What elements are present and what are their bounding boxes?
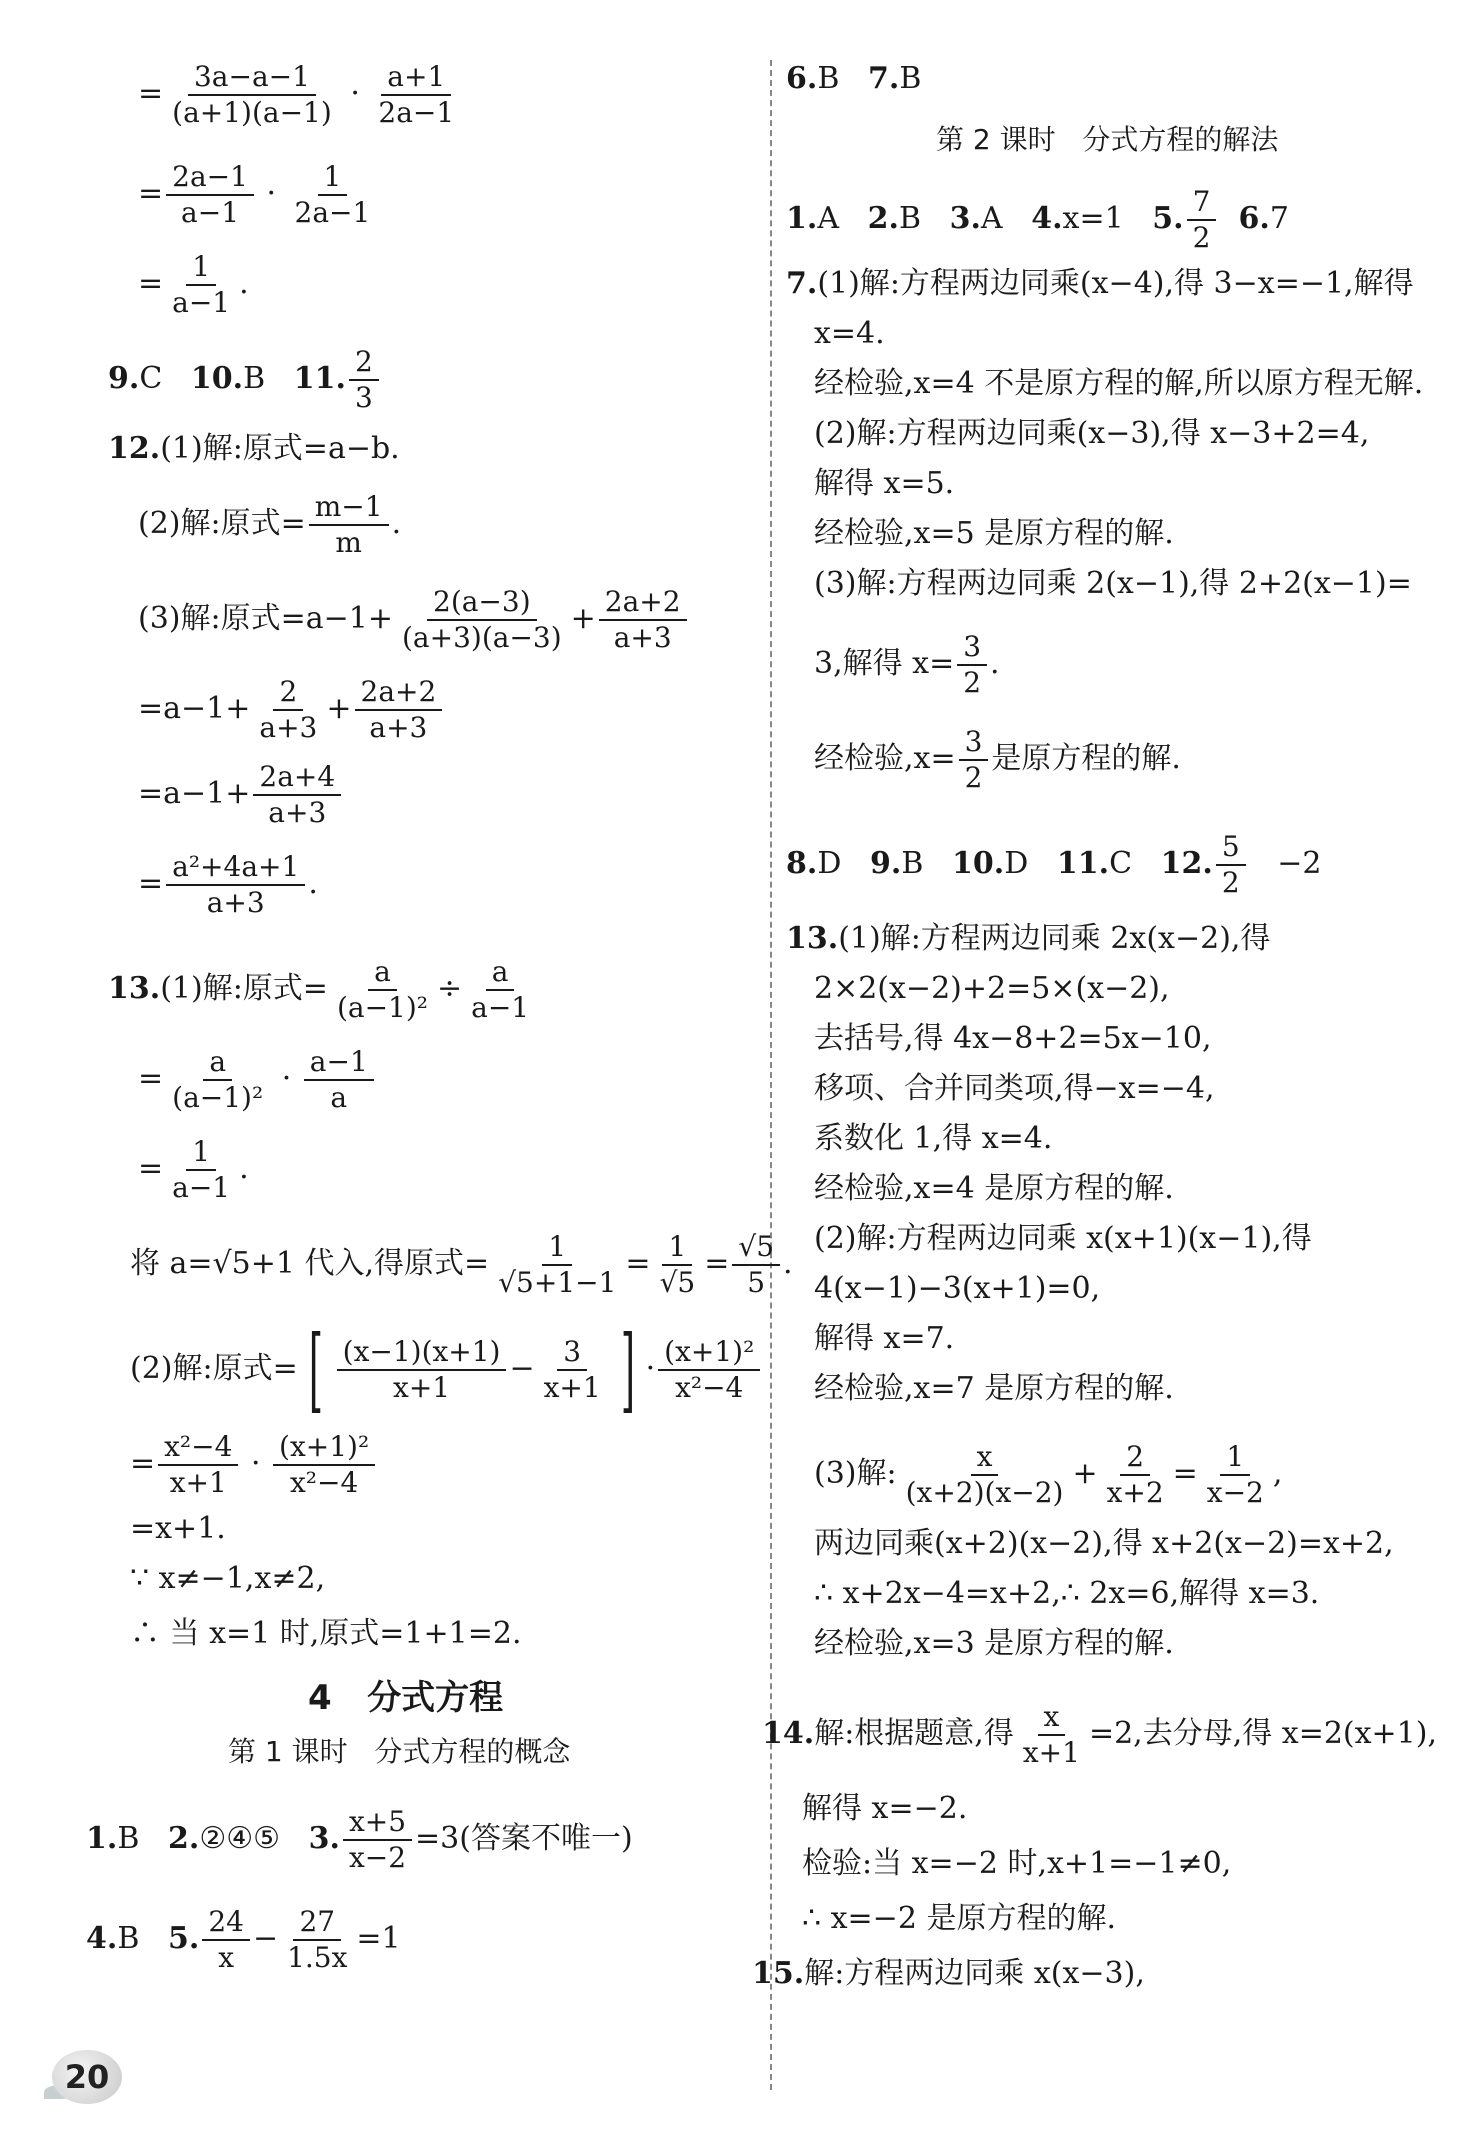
answer-line: 4.B 5. $\frac{24}{x}$ − $\frac{27}{1.5x}$ =1	[86, 1905, 401, 1974]
eq-line: 移项、合并同类项,得−x=−4,	[814, 1071, 1215, 1106]
eq-line: =a−1+ $\frac{2}{a+3}$ + $\frac{2a+2}{a+3}$	[138, 675, 445, 745]
answer-line: (2)解:原式= [ $\frac{(x-1)(x+1)}{x+1}$ − $\frac{3}{x+1}$ ] · $\frac{\text{(x+1)²}}{\text{x²−4}}$	[130, 1335, 763, 1405]
column-divider	[770, 60, 772, 2090]
eq-line: x=4.	[814, 316, 885, 351]
eq-line: = $\frac{\text{a²+4a+1}}{a+3}$ .	[138, 850, 318, 919]
eq-line: 解得 x=7.	[814, 1321, 955, 1356]
eq-line: ∴ 当 x=1 时,原式=1+1=2.	[130, 1616, 522, 1651]
lesson-heading: 第 2 课时 分式方程的解法	[936, 123, 1279, 156]
answer-line: 14.解:根据题意,得 $\frac{x}{x+1}$ =2,去分母,得 x=2(x+1),	[762, 1700, 1437, 1769]
eq-line: 系数化 1,得 x=4.	[814, 1121, 1053, 1156]
eq-line: ∴ x=−2 是原方程的解.	[802, 1901, 1116, 1936]
eq-line: 去括号,得 4x−8+2=5x−10,	[814, 1021, 1212, 1056]
eq-line: = $\frac{1}{a-1}$ .	[138, 1135, 249, 1204]
eq-line: =a−1+ $\frac{2a+4}{a+3}$	[138, 760, 344, 830]
answer-line: (2)解:原式= $\frac{m-1}{m}$ .	[138, 490, 402, 559]
eq-line: 两边同乘(x+2)(x−2),得 x+2(x−2)=x+2,	[814, 1526, 1394, 1561]
eq-line: 2×2(x−2)+2=5×(x−2),	[814, 971, 1170, 1006]
answer-line: 7.(1)解:方程两边同乘(x−4),得 3−x=−1,解得	[786, 266, 1414, 301]
eq-line: 解得 x=5.	[814, 466, 955, 501]
eq-line: 经检验,x=4 不是原方程的解,所以原方程无解.	[814, 366, 1424, 401]
section-heading: 4 分式方程	[308, 1678, 504, 1718]
answer-line: 15.解:方程两边同乘 x(x−3),	[752, 1956, 1145, 1991]
eq-line: ∵ x≠−1,x≠2,	[130, 1561, 326, 1596]
eq-line: 经检验,x=4 是原方程的解.	[814, 1171, 1174, 1206]
answer-line: 12.(1)解:原式=a−b.	[108, 431, 400, 466]
eq-line: 3,解得 x= $\frac{3}{2}$ .	[814, 630, 1000, 699]
eq-line: = $\frac{\text{x²−4}}{x+1}$ · $\frac{\text{(x+1)²}}{\text{x²−4}}$	[130, 1430, 378, 1500]
answer-line: (3)解:原式=a−1+ $\frac{2(a-3)}{(a+3)(a-3)}$ + $\frac{2a+2}{a+3}$	[138, 585, 690, 655]
answer-line: 9.C 10.B 11. $\frac{2}{3}$	[108, 345, 382, 415]
eq-line: 检验:当 x=−2 时,x+1=−1≠0,	[802, 1846, 1232, 1881]
eq-line: = $\frac{1}{a-1}$ .	[138, 250, 249, 319]
answer-line: 13.(1)解:原式= $\frac{a}{\text{(a−1)²}}$ ÷ $\frac{a}{a-1}$	[108, 955, 530, 1024]
lesson-heading: 第 1 课时 分式方程的概念	[228, 1735, 571, 1768]
page-number: 20	[52, 2050, 122, 2104]
eq-line: ∴ x+2x−4=x+2,∴ 2x=6,解得 x=3.	[814, 1576, 1320, 1611]
answer-line: (2)解:方程两边同乘(x−3),得 x−3+2=4,	[814, 416, 1370, 451]
eq-line: = $\frac{3a-a-1}{(a+1)(a-1)}$ · $\frac{a+1}{2a-1}$	[138, 60, 455, 129]
eq-line: 经检验,x=3 是原方程的解.	[814, 1626, 1174, 1661]
eq-line: = $\frac{a}{\text{(a−1)²}}$ · $\frac{a-1}{a}$	[138, 1045, 377, 1115]
answer-line: 将 a=√5+1 代入,得原式= $\frac{1}{√5+1-1}$ = $\frac{1}{√5}$ = $\frac{√5}{5}$ .	[130, 1230, 793, 1299]
answer-line: (3)解:方程两边同乘 2(x−1),得 2+2(x−1)=	[814, 566, 1412, 601]
answer-line: 1.B 2.②④⑤ 3. $\frac{x+5}{x-2}$ =3(答案不唯一)	[86, 1805, 633, 1874]
eq-line: 4(x−1)−3(x+1)=0,	[814, 1271, 1101, 1306]
eq-line: =x+1.	[130, 1511, 226, 1546]
answer-line: 13.(1)解:方程两边同乘 2x(x−2),得	[786, 921, 1271, 956]
answer-line: (2)解:方程两边同乘 x(x+1)(x−1),得	[814, 1221, 1312, 1256]
eq-line: 经检验,x= $\frac{3}{2}$ 是原方程的解.	[814, 725, 1181, 794]
answer-line: 8.D 9.B 10.D 11.C 12. $\frac{5}{2}$ −2	[786, 830, 1322, 899]
eq-line: 解得 x=−2.	[802, 1791, 968, 1826]
answer-line: (3)解: $\frac{x}{(x+2)(x-2)}$ + $\frac{2}{x+2}$ = $\frac{1}{x-2}$ ,	[814, 1440, 1283, 1509]
eq-line: = $\frac{2a-1}{a-1}$ · $\frac{1}{2a-1}$	[138, 160, 371, 229]
answer-line: 1.A 2.B 3.A 4.x=1 5. $\frac{7}{2}$ 6.7	[786, 185, 1289, 254]
eq-line: 经检验,x=5 是原方程的解.	[814, 516, 1174, 551]
answer-line: 6.B 7.B	[786, 61, 922, 96]
eq-line: 经检验,x=7 是原方程的解.	[814, 1371, 1174, 1406]
